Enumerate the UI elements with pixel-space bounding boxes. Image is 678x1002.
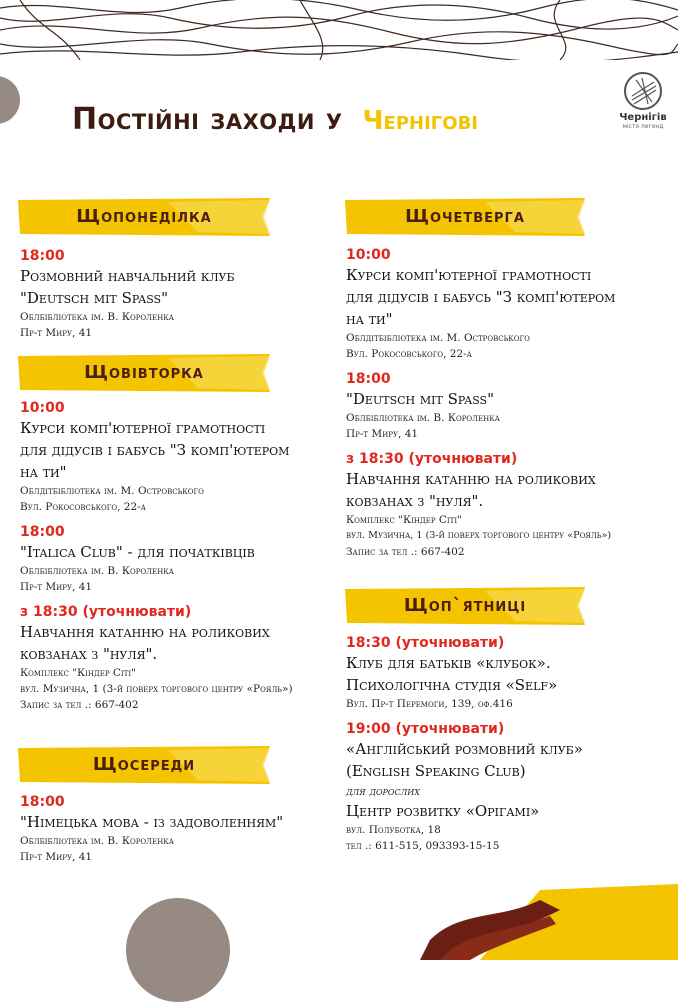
event-address: Пр-т Миру, 41 — [346, 428, 419, 440]
event-location: Облбібліотека ім. В. Короленка — [20, 565, 174, 577]
decorative-line-pattern — [0, 0, 678, 60]
event-item — [346, 634, 583, 712]
event-title-line: "Deutsch mit Spass" — [20, 289, 168, 307]
event-time: 18:00 — [20, 248, 65, 264]
day-label: Щовівторка — [84, 362, 204, 383]
monday-events — [20, 247, 235, 349]
day-banner-monday — [18, 198, 270, 236]
event-time: 18:30 (уточнювати) — [346, 635, 505, 651]
logo-name: Чернігів — [619, 112, 667, 123]
event-item — [20, 523, 293, 595]
event-location: Облбібліотека ім. В. Короленка — [346, 412, 500, 424]
event-address: вул. Музична, 1 (3-й поверх торгового центру «Рояль») — [20, 683, 293, 695]
event-time: 10:00 — [346, 247, 391, 263]
event-location: Комплекс "Кіндер Сіті" — [20, 667, 136, 679]
event-location: Облбібліотека ім. В. Короленка — [20, 835, 174, 847]
event-address: Пр-т Миру, 41 — [20, 327, 93, 339]
event-location: Облдітбібліотека ім. М. Островського — [20, 485, 204, 497]
day-banner-friday — [345, 587, 585, 625]
event-title-line: ковзанах з "нуля". — [20, 645, 158, 663]
event-item — [20, 399, 293, 515]
event-audience: для дорослих — [346, 784, 420, 798]
event-location: Облдітбібліотека ім. М. Островського — [346, 332, 530, 344]
event-title-line: ковзанах з "нуля". — [346, 492, 484, 510]
friday-events — [346, 634, 583, 862]
day-label: Щосереди — [92, 754, 196, 775]
decorative-circle — [0, 76, 20, 124]
event-title-line: для дідусів і бабусь "З комп'ютером — [20, 441, 290, 459]
event-title-line: Клуб для батьків «клубок». — [346, 654, 551, 672]
event-title-line: Психологічна студія «Self» — [346, 676, 558, 694]
event-item — [346, 370, 615, 442]
event-time: 10:00 — [20, 400, 65, 416]
day-label: Щопонеділка — [76, 206, 212, 227]
event-item — [346, 450, 615, 560]
day-banner-wednesday — [18, 746, 270, 784]
event-address: вул. Музична, 1 (3-й поверх торгового центру «Рояль») — [346, 530, 612, 541]
event-title-line: для дідусів і бабусь "З комп'ютером — [346, 288, 616, 306]
wednesday-events — [20, 793, 283, 873]
decorative-brush-strokes — [420, 880, 678, 960]
event-item — [20, 603, 293, 713]
title-text: Постійні заходи у — [72, 102, 343, 137]
event-title-line: Навчання катанню на роликових — [346, 470, 596, 488]
tuesday-events — [20, 399, 293, 721]
event-item — [346, 720, 583, 854]
event-location: Облбібліотека ім. В. Короленка — [20, 311, 174, 323]
event-phone: тел .: 611-515, 093393-15-15 — [346, 840, 500, 852]
city-emblem-icon — [624, 72, 662, 110]
event-location: Комплекс "Кіндер Сіті" — [346, 514, 462, 526]
event-title-line: Розмовний навчальний клуб — [20, 267, 235, 285]
event-time: 19:00 (уточнювати) — [346, 721, 505, 737]
title-city: Чернігові — [362, 106, 478, 136]
event-time: 18:00 — [20, 524, 65, 540]
city-logo — [612, 72, 674, 130]
event-item — [346, 246, 615, 362]
event-title-line: «Англійський розмовний клуб» — [346, 740, 583, 758]
event-title-line: Курси комп'ютерної грамотності — [20, 419, 266, 437]
event-title-line: на ти" — [346, 310, 393, 328]
event-address: Вул. Пр-т Перемоги, 139, оф.416 — [346, 698, 513, 710]
event-address: Вул. Рокосовського, 22-а — [20, 501, 146, 513]
event-phone: Запис за тел .: 667-402 — [20, 699, 139, 711]
event-title-line: (English Speaking Club) — [346, 762, 526, 780]
event-title-line: "Italica Club" - для початківців — [20, 543, 255, 561]
event-address: Пр-т Миру, 41 — [20, 581, 93, 593]
page-title — [72, 102, 478, 146]
event-address: Вул. Рокосовського, 22-а — [346, 348, 472, 360]
decorative-circle-bottom — [126, 898, 230, 1002]
event-time: з 18:30 (уточнювати) — [20, 604, 192, 620]
event-item — [20, 247, 235, 341]
event-time: 18:00 — [20, 794, 65, 810]
event-title-line: на ти" — [20, 463, 67, 481]
event-address: вул. Полуботка, 18 — [346, 824, 441, 836]
event-time: 18:00 — [346, 371, 391, 387]
thursday-events — [346, 246, 615, 568]
event-title-line: "Deutsch mit Spass" — [346, 390, 494, 408]
event-time: з 18:30 (уточнювати) — [346, 451, 518, 467]
event-venue: Центр розвитку «Орігамі» — [346, 802, 540, 820]
event-title-line: Навчання катанню на роликових — [20, 623, 270, 641]
event-title-line: Курси комп'ютерної грамотності — [346, 266, 592, 284]
logo-subtitle: місто легенд — [622, 123, 664, 130]
event-phone: Запис за тел .: 667-402 — [346, 546, 465, 558]
day-label: Щочетверга — [405, 206, 525, 227]
event-title-line: "Німецька мова - із задоволенням" — [20, 813, 284, 831]
day-banner-tuesday — [18, 354, 270, 392]
event-item — [20, 793, 283, 865]
day-label: Щоп`ятниці — [403, 595, 527, 616]
event-address: Пр-т Миру, 41 — [20, 851, 93, 863]
day-banner-thursday — [345, 198, 585, 236]
